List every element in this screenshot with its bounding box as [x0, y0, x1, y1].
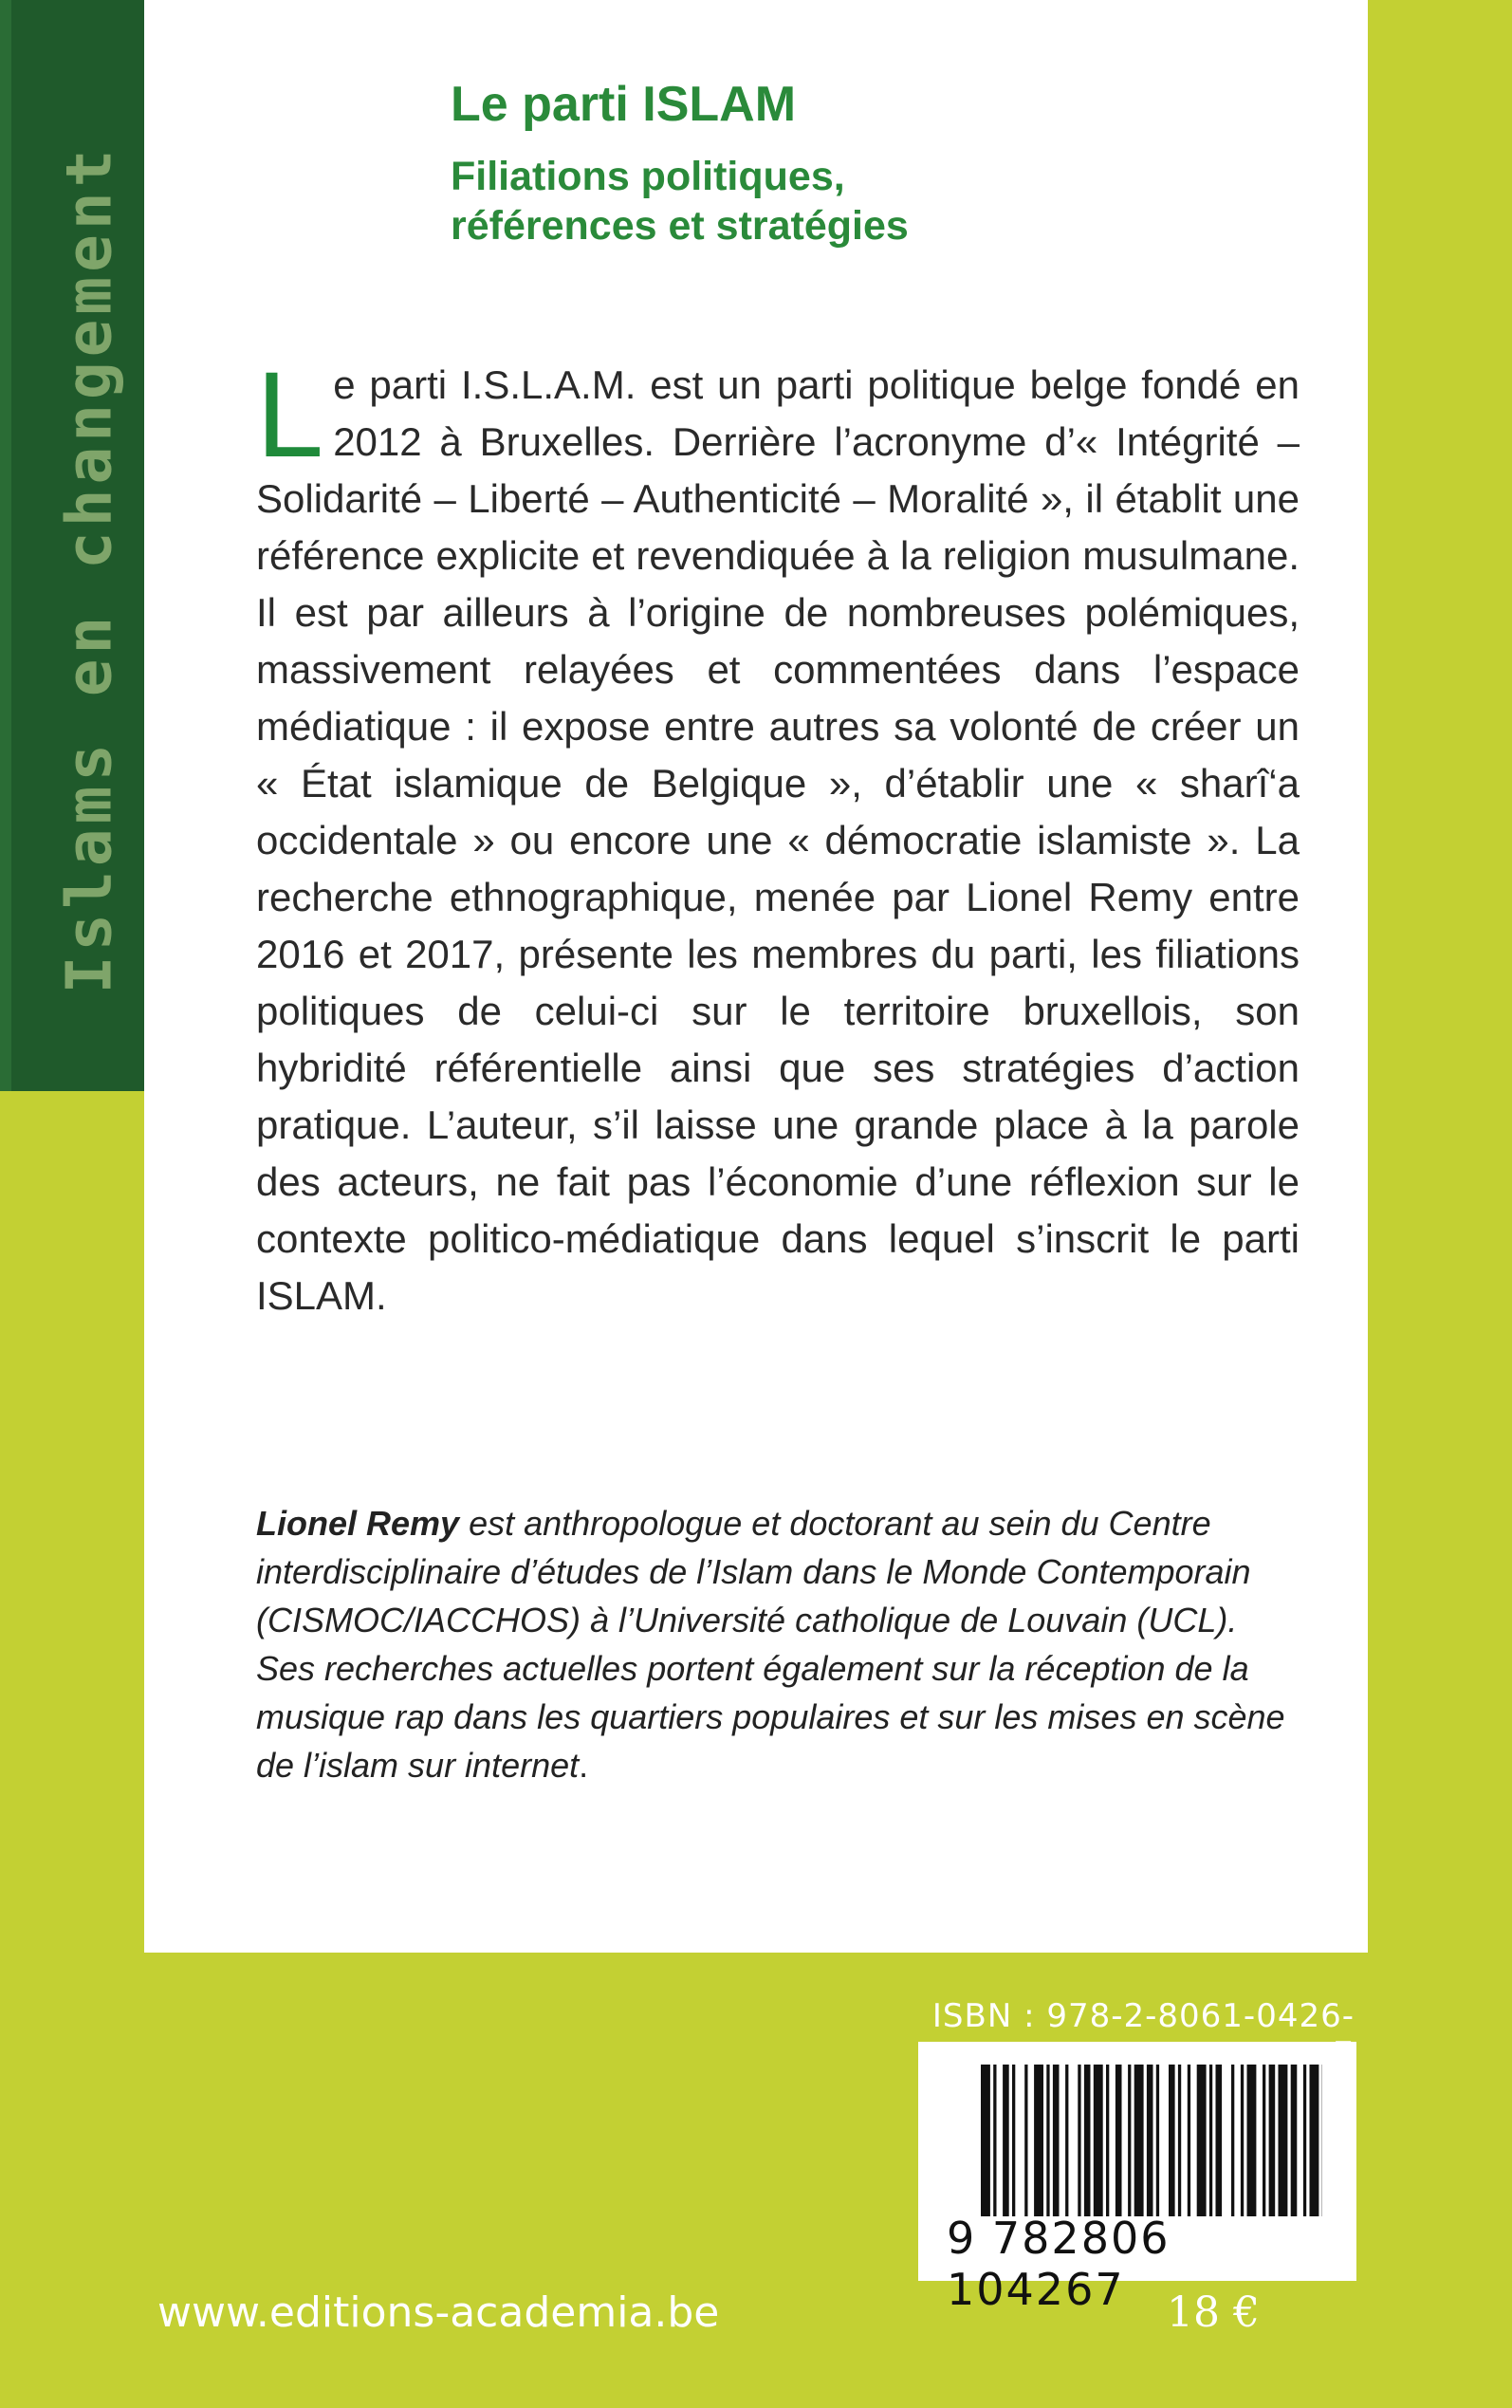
- barcode-bar: [1216, 2065, 1223, 2216]
- book-subtitle: [451, 152, 1115, 250]
- subtitle-line-1: Filiations politiques,: [451, 154, 845, 199]
- barcode-bar: [1147, 2065, 1153, 2216]
- barcode-bar: [1053, 2065, 1060, 2216]
- barcode-bar: [1034, 2065, 1043, 2216]
- barcode-bar: [981, 2065, 990, 2216]
- barcode-bar: [1169, 2065, 1175, 2216]
- barcode-bar: [1024, 2065, 1027, 2216]
- summary-text: [256, 347, 1300, 1324]
- series-title: Islams en changement: [52, 144, 126, 994]
- barcode-bar: [1094, 2065, 1103, 2216]
- barcode-bar: [1078, 2065, 1080, 2216]
- barcode-bar: [1197, 2065, 1207, 2216]
- barcode-bar: [1116, 2065, 1122, 2216]
- summary-body: e parti I.S.L.A.M. est un parti politique belge fondé en 2012 à Bruxelles. Derrière l’acronyme d’« Intégrité – Solidarité – Liberté – Authenticité – Moralité », il établit une référence explicite et revendiquée à la religion musulmane. Il est par ailleurs à l’origine de nombreuses polémiques, massivement relayées et commentées dans l’espace médiatique : il expose entre autres sa volonté de créer un « État islamique de Belgique », d’établir une « sharî‘a occidentale » ou encore une « démocratie islamiste ». La recherche ethnographique, menée par Lionel Remy entre 2016 et 2017, présente les membres du parti, les filiations politiques de celui-ci sur le territoire bruxellois, son hybridité référentielle ainsi que ses stratégies d’action pratique. L’auteur, s’il laisse une grande place à la parole des acteurs, ne fait pas l’économie d’une réflexion sur le contexte politico-médiatique dans lequel s’inscrit le parti ISLAM.: [256, 362, 1300, 1318]
- series-band-stripe: [0, 0, 11, 1091]
- book-title: Le parti ISLAM: [451, 77, 797, 132]
- barcode-bar: [1269, 2065, 1276, 2216]
- subtitle-line-2: références et stratégies: [451, 203, 909, 249]
- barcode-bar: [1303, 2065, 1306, 2216]
- barcode-bar: [1178, 2065, 1181, 2216]
- barcode-bar: [1128, 2065, 1131, 2216]
- author-name: Lionel Remy: [256, 1504, 460, 1543]
- isbn-label: ISBN : 978-2-8061-0426-: [931, 1997, 1355, 2035]
- barcode-bar: [1046, 2065, 1049, 2216]
- barcode-bar: [1003, 2065, 1009, 2216]
- barcode-bar: [1065, 2065, 1068, 2216]
- barcode-bar: [1263, 2065, 1265, 2216]
- barcode-bar: [1188, 2065, 1190, 2216]
- barcode-bar: [1310, 2065, 1319, 2216]
- barcode-bar: [1279, 2065, 1288, 2216]
- barcode-bar: [1231, 2065, 1234, 2216]
- drop-cap: L: [256, 347, 324, 483]
- barcode-bars: [981, 2065, 1322, 2216]
- barcode-bar: [993, 2065, 996, 2216]
- barcode-bar: [1209, 2065, 1212, 2216]
- barcode-bar: [1156, 2065, 1159, 2216]
- barcode-bar: [1247, 2065, 1257, 2216]
- barcode-bar: [1084, 2065, 1091, 2216]
- barcode-bar: [1241, 2065, 1244, 2216]
- publisher-website[interactable]: www.editions-academia.be: [157, 2288, 720, 2337]
- barcode-bar: [1291, 2065, 1298, 2216]
- barcode-bar: [1012, 2065, 1015, 2216]
- author-bio: [256, 1499, 1300, 1789]
- barcode-bar: [1134, 2065, 1144, 2216]
- bio-text: est anthropologue et doctorant au sein du Centre interdisciplinaire d’études de l’Islam dans le Monde Contemporain (CISMOC/IACCHOS) à l’Université catholique de Louvain (UCL). Ses recherches actuelles portent également sur la réception de la musique rap dans les quartiers populaires et sur les mises en scène de l’islam sur internet: [256, 1504, 1285, 1785]
- price: 18 €: [1167, 2288, 1260, 2337]
- barcode-digits: 9 782806 104267: [947, 2213, 1171, 2315]
- barcode-bar: [1106, 2065, 1109, 2216]
- bio-end: .: [579, 1746, 589, 1785]
